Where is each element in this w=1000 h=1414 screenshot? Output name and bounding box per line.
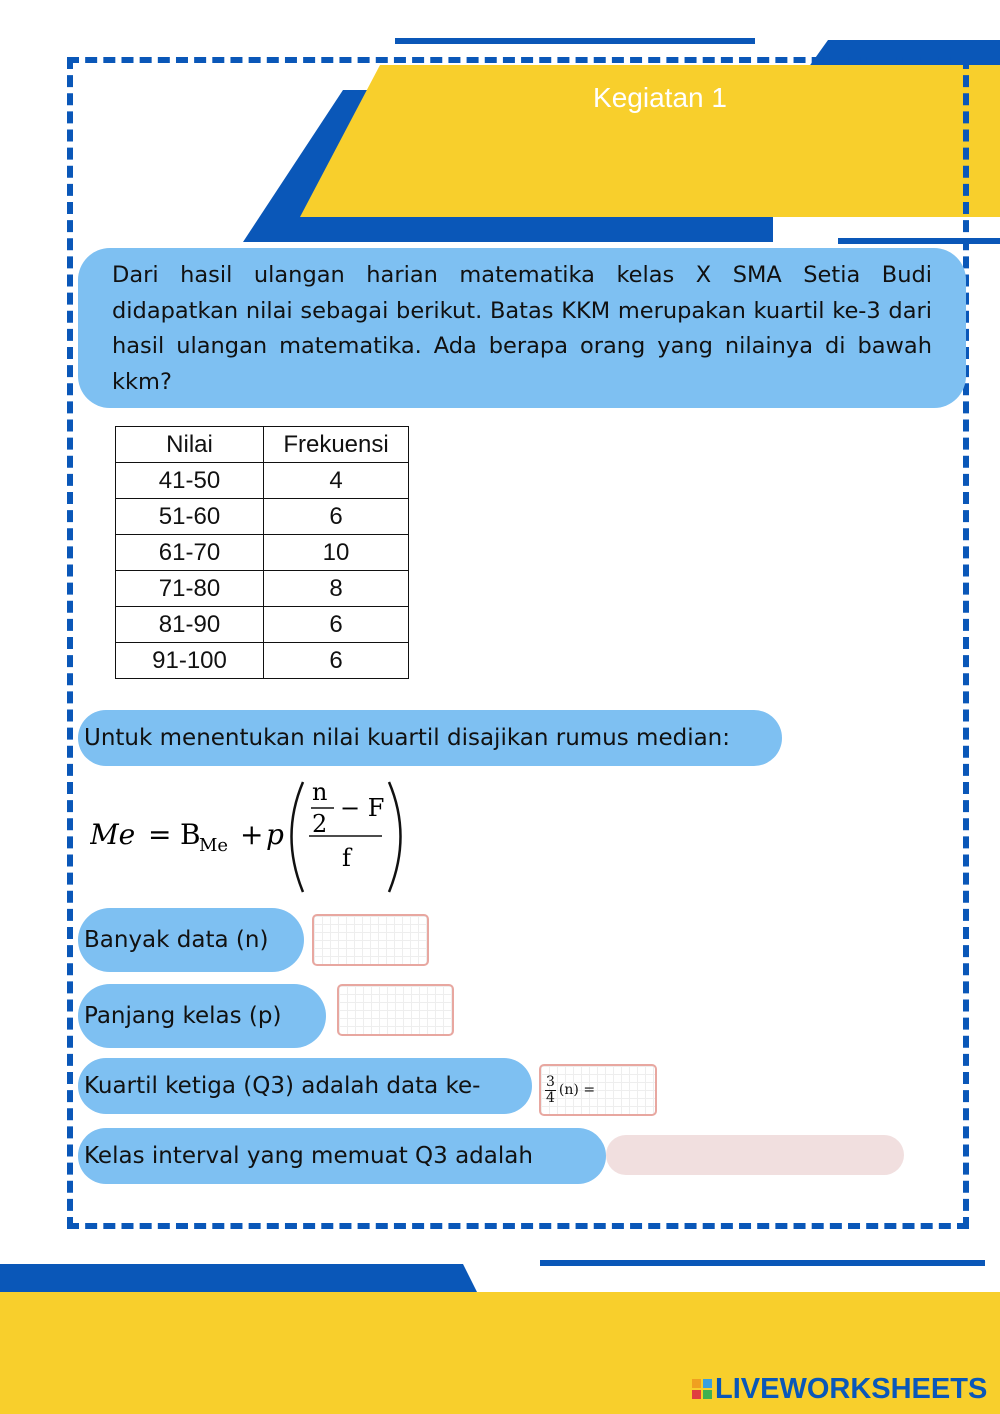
q3-fraction-denominator: 4 [546, 1089, 555, 1106]
table-cell: 6 [264, 643, 409, 679]
kuartil-ketiga-input[interactable] [539, 1064, 657, 1116]
liveworksheets-logo[interactable] [692, 1372, 987, 1406]
table-row [116, 463, 409, 499]
table-header: Frekuensi [264, 427, 409, 463]
formula-minus-f: − F [340, 794, 385, 822]
table-cell: 6 [264, 607, 409, 643]
panjang-kelas-input[interactable] [337, 984, 454, 1036]
table-header: Nilai [116, 427, 264, 463]
formula-p: p [266, 818, 284, 851]
table-cell: 8 [264, 571, 409, 607]
table-header-row [116, 427, 409, 463]
formula-f: f [342, 844, 351, 872]
kuartil-ketiga-label: Kuartil ketiga (Q3) adalah data ke- [78, 1058, 532, 1114]
table-row [116, 499, 409, 535]
table-cell: 61-70 [116, 535, 264, 571]
formula-base-subscript: Me [199, 835, 229, 856]
table-cell: 41-50 [116, 463, 264, 499]
frequency-table [115, 426, 409, 679]
table-row [116, 643, 409, 679]
formula-n: n [312, 778, 328, 806]
page-title: Kegiatan 1 [593, 82, 727, 113]
banyak-data-input[interactable] [312, 914, 429, 966]
q3-fraction-tail: (n) = [558, 1082, 596, 1098]
table-cell: 6 [264, 499, 409, 535]
median-formula-label: Untuk menentukan nilai kuartil disajikan rumus median: [78, 710, 782, 766]
table-row [116, 571, 409, 607]
kelas-interval-input[interactable] [606, 1135, 904, 1175]
formula-equals: = [148, 818, 172, 851]
table-cell: 10 [264, 535, 409, 571]
banyak-data-label: Banyak data (n) [78, 908, 304, 972]
brand-text: LIVEWORKSHEETS [715, 1372, 988, 1405]
table-row [116, 535, 409, 571]
table-row [116, 607, 409, 643]
right-paren [389, 782, 401, 892]
table-cell: 4 [264, 463, 409, 499]
formula-plus: + [240, 818, 264, 851]
panjang-kelas-label: Panjang kelas (p) [78, 984, 326, 1048]
table-cell: 81-90 [116, 607, 264, 643]
top-accent-line [395, 38, 755, 44]
q3-fraction [545, 1075, 556, 1106]
logo-blocks-icon [692, 1379, 712, 1399]
formula-lhs: Me [90, 818, 136, 851]
table-cell: 71-80 [116, 571, 264, 607]
formula-base: B [180, 818, 201, 851]
q3-fraction-numerator: 3 [546, 1073, 555, 1090]
median-formula [90, 776, 420, 896]
left-paren [292, 782, 304, 892]
formula-two: 2 [312, 810, 328, 838]
kelas-interval-label: Kelas interval yang memuat Q3 adalah [78, 1128, 606, 1184]
question-text: Dari hasil ulangan harian matematika kelas X SMA Setia Budi didapatkan nilai sebagai berikut. Batas KKM merupakan kuartil ke-3 dari hasil ulangan matematika. Ada berapa orang yang nilainya di bawah kkm? [78, 248, 966, 408]
bottom-accent-line [540, 1260, 985, 1266]
table-cell: 91-100 [116, 643, 264, 679]
bottom-blue-band [0, 1264, 478, 1294]
formula-graphic [90, 776, 420, 896]
table-cell: 51-60 [116, 499, 264, 535]
